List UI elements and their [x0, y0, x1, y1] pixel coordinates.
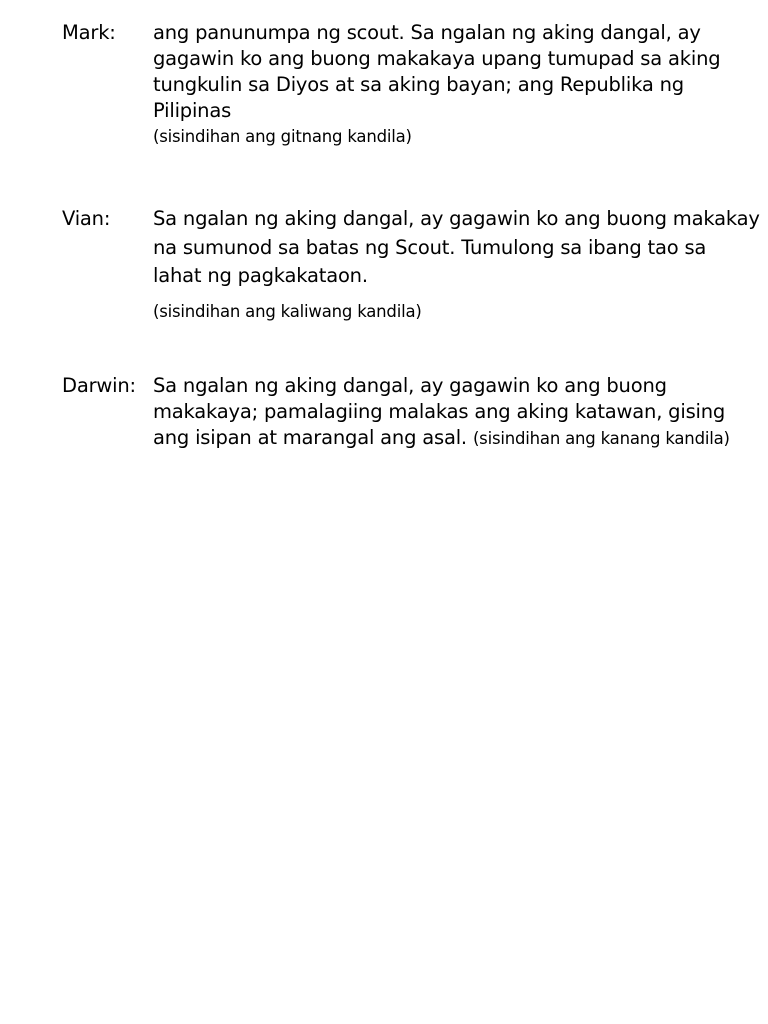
speaker-name: Darwin:: [62, 374, 136, 397]
dialogue-line: Sa ngalan ng aking dangal, ay gagawin ko ang buong makakay: [153, 207, 760, 230]
speaker-name: Mark:: [62, 21, 116, 44]
dialogue-line: ang panunumpa ng scout. Sa ngalan ng aking dangal, ay: [153, 21, 701, 44]
speaker-name: Vian:: [62, 207, 111, 230]
dialogue-line: tungkulin sa Diyos at sa aking bayan; ang Republika ng: [153, 73, 684, 96]
dialogue-line: Pilipinas: [153, 99, 232, 122]
dialogue-line: gagawin ko ang buong makakaya upang tumupad sa aking: [153, 47, 721, 70]
dialogue-line: Sa ngalan ng aking dangal, ay gagawin ko ang buong: [153, 374, 667, 397]
stage-direction: (sisindihan ang kanang kandila): [472, 429, 730, 448]
stage-direction: (sisindihan ang gitnang kandila): [153, 127, 412, 146]
dialogue-line: lahat ng pagkakataon.: [153, 264, 368, 287]
stage-direction: (sisindihan ang kaliwang kandila): [153, 302, 422, 321]
dialogue-line-text: ang isipan at marangal ang asal.: [153, 426, 467, 449]
dialogue-line-with-direction: [153, 425, 730, 452]
dialogue-line: na sumunod sa batas ng Scout. Tumulong sa ibang tao sa: [153, 236, 707, 259]
dialogue-line: makakaya; pamalagiing malakas ang aking katawan, gising: [153, 400, 726, 423]
